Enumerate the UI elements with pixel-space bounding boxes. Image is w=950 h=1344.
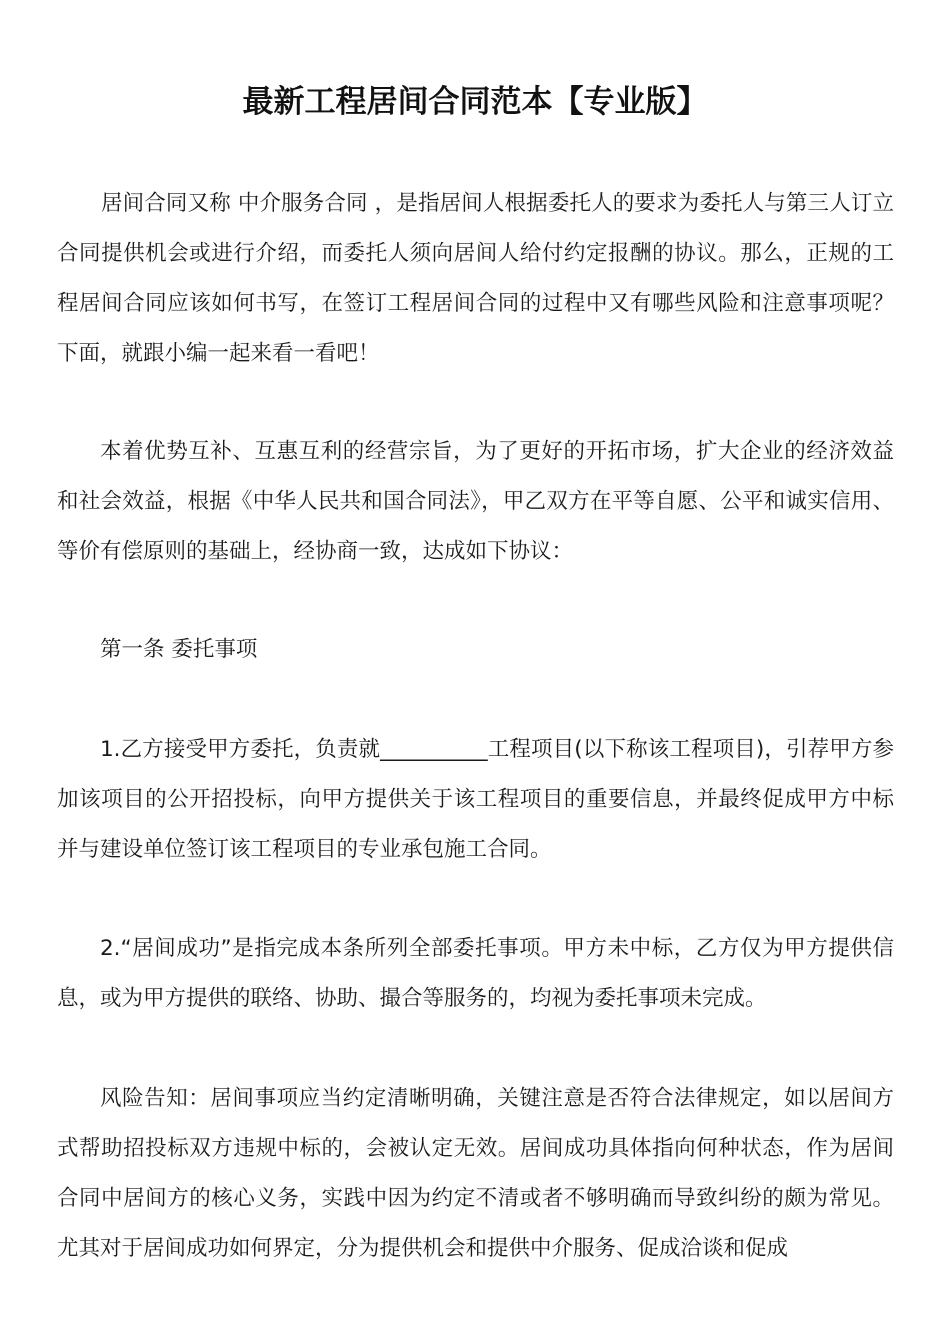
risk-notice-paragraph: 风险告知：居间事项应当约定清晰明确，关键注意是否符合法律规定，如以居间方式帮助招投标双方违规中标的，会被认定无效。居间成功具体指向何种状态，作为居间合同中居间方的核心义务，实践中因为约定不清或者不够明确而导致纠纷的颇为常见。尤其对于居间成功如何界定，分为提供机会和提供中介服务、促成洽谈和促成 xyxy=(57,1086,894,1261)
document-title: 最新工程居间合同范本【专业版】 xyxy=(242,84,708,120)
intro-paragraph: 居间合同又称 中介服务合同 ，是指居间人根据委托人的要求为委托人与第三人订立合同提供机会或进行介绍，而委托人须向居间人给付约定报酬的协议。那么，正规的工程居间合同应该如何书写，在签订工程居间合同的过程中又有哪些风险和注意事项呢？下面，就跟小编一起来看一看吧！ xyxy=(57,191,894,366)
article-one-heading: 第一条 委托事项 xyxy=(100,637,258,662)
clause-one-paragraph: 1.乙方接受甲方委托，负责就__________工程项目(以下称该工程项目)，引荐甲方参加该项目的公开招投标，向甲方提供关于该工程项目的重要信息，并最终促成甲方中标并与建设单位签订该工程项目的专业承包施工合同。 xyxy=(57,737,894,862)
clause-two-paragraph: 2.“居间成功”是指完成本条所列全部委托事项。甲方未中标，乙方仅为甲方提供信息，或为甲方提供的联络、协助、撮合等服务的，均视为委托事项未完成。 xyxy=(57,936,894,1011)
purpose-paragraph: 本着优势互补、互惠互利的经营宗旨，为了更好的开拓市场，扩大企业的经济效益和社会效益，根据《中华人民共和国合同法》，甲乙双方在平等自愿、公平和诚实信用、等价有偿原则的基础上，经协商一致，达成如下协议： xyxy=(57,439,894,564)
